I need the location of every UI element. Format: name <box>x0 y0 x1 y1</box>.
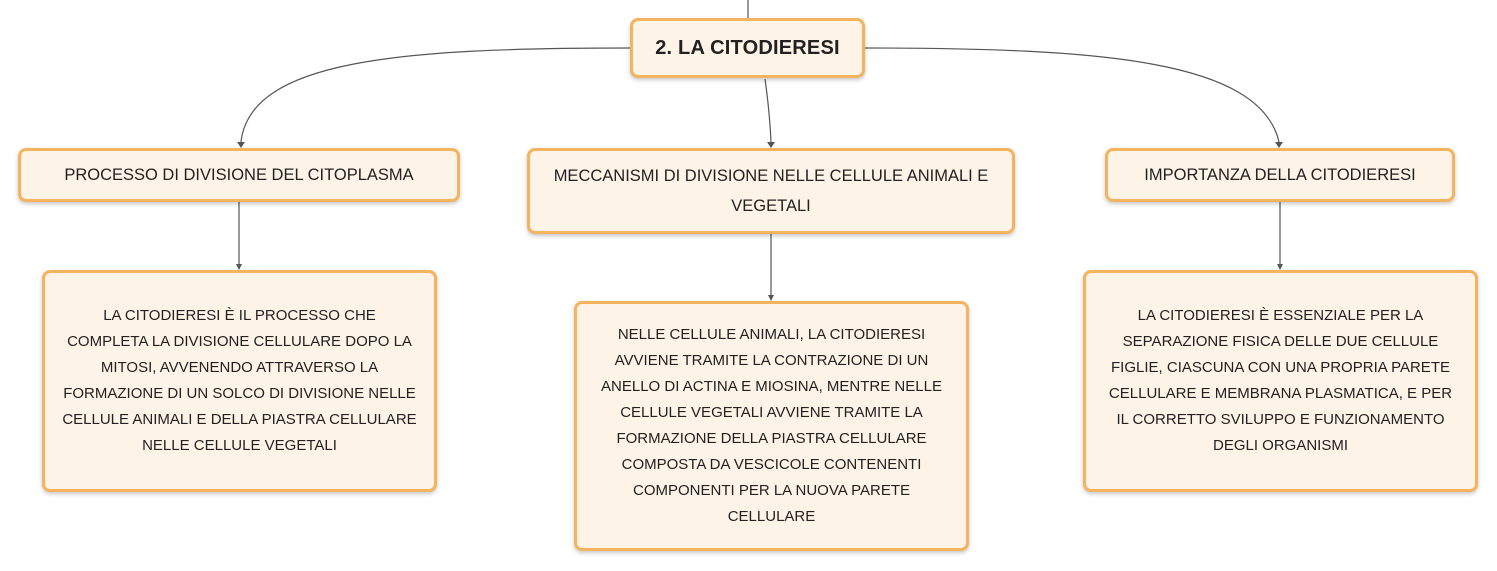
detail-node-meccanismi[interactable] <box>574 301 969 551</box>
branch-title: PROCESSO DI DIVISIONE DEL CITOPLASMA <box>64 166 414 184</box>
branch-node-processo[interactable] <box>18 148 460 202</box>
detail-node-importanza[interactable] <box>1083 270 1478 492</box>
branch-title: IMPORTANZA DELLA CITODIERESI <box>1144 166 1416 184</box>
branch-title: MECCANISMI DI DIVISIONE NELLE CELLULE ANIMALI E VEGETALI <box>553 167 989 215</box>
connector-root-to-importanza <box>865 48 1279 142</box>
root-node[interactable] <box>630 18 865 78</box>
detail-node-processo[interactable] <box>42 270 437 492</box>
detail-text: LA CITODIERESI È IL PROCESSO CHE COMPLETA LA DIVISIONE CELLULARE DOPO LA MITOSI, AVVENENDO ATTRAVERSO LA FORMAZIONE DI UN SOLCO DI DIVISIONE NELLE CELLULE ANIMALI E DELLA PIASTRA CELLULARE NELLE CELLULE VEGETALI <box>62 307 417 454</box>
detail-text: NELLE CELLULE ANIMALI, LA CITODIERESI AVVIENE TRAMITE LA CONTRAZIONE DI UN ANELLO DI ACTINA E MIOSINA, MENTRE NELLE CELLULE VEGETALI AVVIENE TRAMITE LA FORMAZIONE DELLA PIASTRA CELLULARE COMPOSTA DA VESCICOLE CONTENENTI COMPONENTI PER LA NUOVA PARETE CELLULARE <box>601 326 942 525</box>
connector-root-to-processo <box>241 48 630 142</box>
branch-node-meccanismi[interactable] <box>527 148 1015 234</box>
branch-node-importanza[interactable] <box>1105 148 1455 202</box>
connector-root-to-meccanismi <box>765 79 771 142</box>
detail-text: LA CITODIERESI È ESSENZIALE PER LA SEPARAZIONE FISICA DELLE DUE CELLULE FIGLIE, CIASCUNA CON UNA PROPRIA PARETE CELLULARE E MEMBRANA PLASMATICA, E PER IL CORRETTO SVILUPPO E FUNZIONAMENTO DEGLI ORGANISMI <box>1108 307 1453 454</box>
root-title: 2. LA CITODIERESI <box>655 36 840 59</box>
